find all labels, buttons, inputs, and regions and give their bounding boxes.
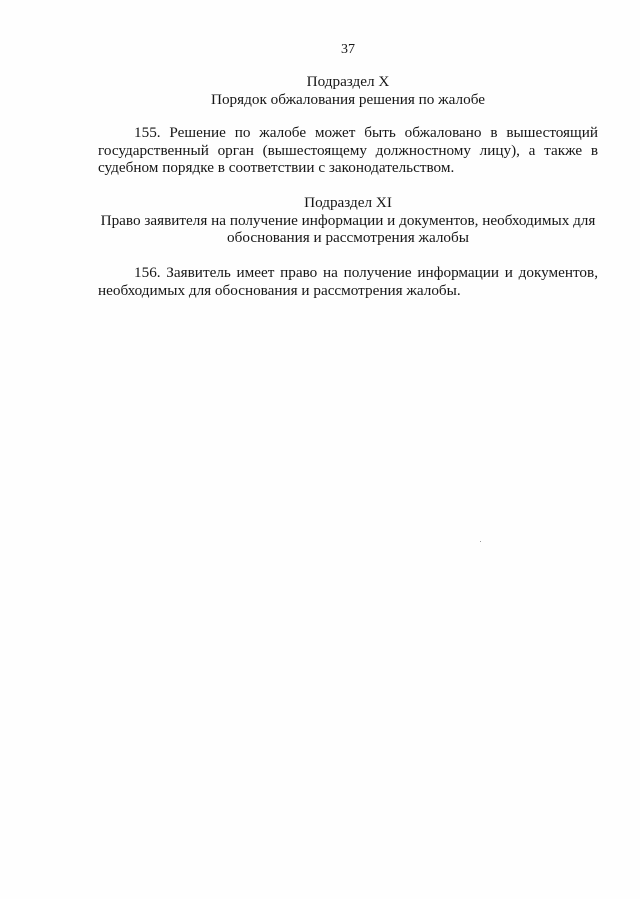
subsection-xi-title: Подраздел XI (304, 194, 392, 211)
subsection-xi (98, 194, 598, 247)
paragraph-155-line-1: 155. Решение по жалобе может быть обжаловано в вышестоящий (134, 124, 598, 141)
subsection-x (98, 73, 598, 108)
paragraph-156-line-2: необходимых для обоснования и рассмотрения жалобы. (98, 281, 461, 299)
subsection-xi-heading-line-1: Право заявителя на получение информации и документов, необходимых для (100, 211, 596, 229)
page-number: 37 (341, 42, 355, 57)
paragraph-155-line-3: судебном порядке в соответствии с законодательством. (98, 159, 455, 176)
subsection-x-heading: Порядок обжалования решения по жалобе (210, 90, 485, 108)
scan-speck (480, 541, 481, 542)
subsection-x-title: Подраздел X (306, 73, 390, 90)
paragraph-155-line-2: государственный орган (вышестоящему должностному лицу), а также в (98, 141, 598, 159)
paragraph-156 (98, 264, 598, 299)
paragraph-155 (98, 124, 598, 177)
paragraph-156-line-1: 156. Заявитель имеет право на получение информации и документов, (134, 264, 598, 281)
subsection-xi-heading-line-2: обоснования и рассмотрения жалобы (227, 229, 469, 246)
